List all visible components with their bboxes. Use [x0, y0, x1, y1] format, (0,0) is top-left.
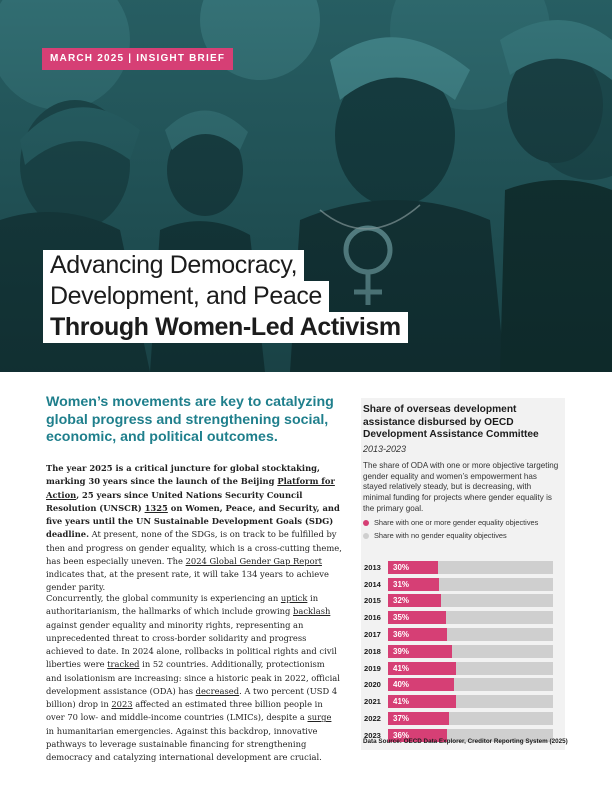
legend-label-gender-objectives: Share with one or more gender equality objectives	[374, 518, 539, 527]
link-tracked[interactable]: tracked	[107, 659, 140, 670]
issue-tag: MARCH 2025 | INSIGHT BRIEF	[42, 48, 233, 70]
bar-row-2020	[361, 677, 565, 694]
bar-track	[388, 662, 553, 675]
link-uptick[interactable]: uptick	[280, 593, 308, 603]
bar-year-label: 2023	[364, 730, 381, 740]
bar-year-label: 2015	[364, 596, 381, 606]
oda-bar-chart	[361, 559, 565, 744]
link-backlash[interactable]: backlash	[293, 606, 331, 617]
bar-track	[388, 578, 553, 591]
bar-track	[388, 678, 553, 691]
bar-track	[388, 611, 553, 624]
bar-row-2015	[361, 593, 565, 610]
bar-value-label: 41%	[393, 663, 410, 673]
p2-text-1: Concurrently, the global community is experiencing an	[46, 593, 281, 603]
bar-row-2022	[361, 710, 565, 727]
bar-row-2019	[361, 660, 565, 677]
link-2023[interactable]: 2023	[111, 699, 133, 709]
bar-value-label: 31%	[393, 579, 410, 589]
bar-value-label: 30%	[393, 562, 410, 572]
legend-dot-pink-icon	[363, 520, 369, 526]
link-platform-for-action[interactable]: Platform for Action	[46, 476, 335, 500]
bar-year-label: 2021	[364, 697, 381, 707]
bar-row-2016	[361, 609, 565, 626]
bar-track	[388, 561, 553, 574]
p1-text-b: indicates that, at the present rate, it will take 134 years to achieve gender parity.	[46, 569, 329, 593]
bar-value-label: 32%	[393, 596, 410, 606]
title-line-2: Development, and Peace	[43, 281, 329, 312]
chart-legend	[363, 516, 563, 542]
p1-bold-a: The year 2025 is a critical juncture for global stocktaking, marking 30 years since the launch of the Beijing	[46, 463, 320, 487]
p2-text-5: . A two percent (USD 4 billion) drop in	[46, 685, 338, 709]
sidebar-date-range: 2013-2023	[363, 444, 407, 454]
bar-row-2013	[361, 559, 565, 576]
bar-value-label: 37%	[393, 714, 410, 724]
bar-year-label: 2020	[364, 680, 381, 690]
bar-year-label: 2014	[364, 579, 381, 589]
legend-item-no-objectives	[363, 529, 563, 542]
link-surge[interactable]: surge	[307, 712, 332, 723]
bar-row-2017	[361, 626, 565, 643]
bar-year-label: 2017	[364, 630, 381, 640]
bar-row-2018	[361, 643, 565, 660]
hero-banner	[0, 0, 612, 372]
link-unscr-1325[interactable]: 1325	[144, 502, 168, 513]
bar-row-2014	[361, 576, 565, 593]
legend-item-gender-objectives	[363, 516, 563, 529]
data-source: Data Source: OECD Data Explorer, Creditor Reporting System (2025)	[363, 738, 568, 745]
sidebar-title: Share of overseas development assistance disbursed by OECD Development Assistance Committee	[363, 404, 539, 440]
bar-value-label: 39%	[393, 646, 410, 656]
p2-text-6: affected an estimated three billion people in over 70 low- and middle-income countries (LMICs), despite a	[46, 699, 323, 723]
p1-bold-b: , 25 years since United Nations Security Council Resolution (UNSCR)	[46, 489, 303, 513]
p2-text-4: in 52 countries. Additionally, protectionism and isolationism are increasing: since a historic peak in 2022, official development assistance (ODA) has	[46, 659, 340, 696]
bar-track	[388, 695, 553, 708]
bar-year-label: 2019	[364, 663, 381, 673]
bar-year-label: 2013	[364, 562, 381, 572]
sidebar-description: The share of ODA with one or more objective targeting gender equality and women’s empowerment has stayed relatively steady, but is decreasing, with minimal funding for projects where gender equality is the primary goal.	[363, 461, 559, 513]
legend-label-no-objectives: Share with no gender equality objectives	[374, 531, 507, 540]
bar-track	[388, 628, 553, 641]
p1-bold-c: on Women, Peace, and Security, and five years until the UN Sustainable Development Goals (SDG) deadline.	[46, 502, 340, 540]
bar-value-label: 35%	[393, 613, 410, 623]
legend-dot-grey-icon	[363, 533, 369, 539]
title-line-3: Through Women-Led Activism	[43, 312, 408, 343]
bar-row-2021	[361, 693, 565, 710]
bar-track	[388, 712, 553, 725]
paragraph-2	[46, 592, 342, 764]
lead-statement: Women’s movements are key to catalyzing global progress and strengthening social, economic, and political outcomes.	[46, 394, 334, 445]
bar-year-label: 2016	[364, 613, 381, 623]
oda-sidebar	[361, 398, 568, 750]
title-line-1: Advancing Democracy,	[43, 250, 304, 281]
link-decreased[interactable]: decreased	[195, 685, 240, 696]
bar-value-label: 36%	[393, 630, 410, 640]
bar-year-label: 2022	[364, 714, 381, 724]
bar-value-label: 41%	[393, 697, 410, 707]
link-global-gender-gap-report[interactable]: 2024 Global Gender Gap Report	[185, 555, 322, 566]
bar-value-label: 36%	[393, 730, 410, 740]
bar-value-label: 40%	[393, 680, 410, 690]
bar-track	[388, 645, 553, 658]
bar-year-label: 2018	[364, 646, 381, 656]
page-title	[43, 250, 408, 343]
paragraph-1	[46, 462, 342, 595]
p1-text-a: At present, none of the SDGs, is on track to be fulfilled by then and progress on gender equality, which is a cross-cutting theme, has been especially uneven. The	[46, 529, 342, 566]
bar-track	[388, 594, 553, 607]
p2-text-7: in humanitarian emergencies. Against this backdrop, innovative pathways to leverage sustainable financing for strengthening democracy and catalyzing international development are crucial.	[46, 725, 322, 762]
p2-text-3: against gender equality and minority rights, representing an unprecedented threat to cross-border solidarity and progress achieved to date. In 2024 alone, rollbacks in political rights and civil liberties were	[46, 619, 337, 670]
p2-text-2: in authoritarianism, the hallmarks of which include growing	[46, 593, 319, 617]
